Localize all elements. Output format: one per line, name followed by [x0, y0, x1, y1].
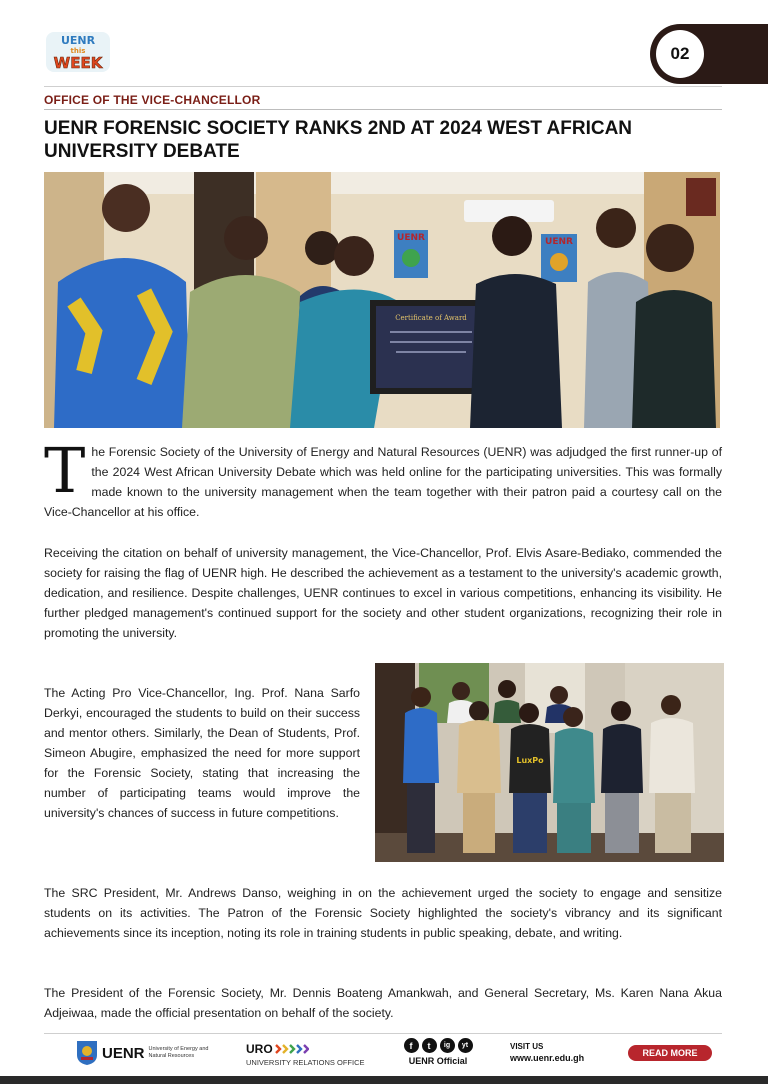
bottom-bar — [0, 1076, 768, 1084]
award-presentation-photo — [44, 172, 720, 428]
section-divider — [44, 109, 722, 110]
logo-line3: WEEK — [53, 54, 103, 72]
paragraph-vc-remarks: Receiving the citation on behalf of university management, the Vice-Chancellor, Prof. Elvis Asare-Bediako, commended the society for raising the flag of UENR high. He described the achievement as a testament to the university's academic growth, dedication, and resilience. Despite challenges, UENR continues to excel in various competitions, enhancing its visibility. He further pledged management's continued support for the society and other student organizations, recognizing their role in promoting the university. — [44, 546, 722, 640]
uenr-this-week-logo — [44, 28, 112, 76]
section-label: OFFICE OF THE VICE-CHANCELLOR — [44, 93, 261, 107]
footer — [44, 1036, 722, 1072]
shirt-text: LuxPo — [516, 756, 544, 765]
youtube-icon[interactable]: yt — [458, 1038, 473, 1053]
uro-brand-name: URO — [246, 1042, 273, 1056]
read-more-button[interactable]: READ MORE — [628, 1045, 712, 1061]
logo-line1: UENR — [60, 34, 96, 47]
header-divider — [44, 86, 722, 87]
paragraph-intro-text: he Forensic Society of the University of Energy and Natural Resources (UENR) was adjudged the first runner-up of the 2024 West African University Debate which was held online for the participating universities. This was formally made known to the university management when the team together with their patron paid a courtesy call on the Vice-Chancellor at his office. — [44, 445, 722, 519]
uro-subtitle: UNIVERSITY RELATIONS OFFICE — [246, 1058, 365, 1067]
paragraph-src-remarks: The SRC President, Mr. Andrews Danso, weighing in on the achievement urged the society to engage and sensitize students on its activities. The Patron of the Forensic Society highlighted the society's vibrancy and its significant achievements since its inception, noting its role in training students in public speaking, debate, and writing. — [44, 886, 722, 940]
page-number: 02 — [656, 30, 704, 78]
social-handle: UENR Official — [408, 1056, 468, 1066]
instagram-icon[interactable]: ig — [440, 1038, 455, 1053]
chevrons-icon — [275, 1044, 309, 1054]
visit-label: VISIT US — [510, 1042, 544, 1051]
footer-visit — [510, 1042, 584, 1063]
footer-uenr-brand — [76, 1040, 209, 1066]
footer-uenr-subtitle: University of Energy and Natural Resources — [148, 1046, 209, 1059]
drop-cap: T — [44, 434, 86, 507]
footer-divider — [44, 1033, 722, 1034]
facebook-icon[interactable]: f — [404, 1038, 419, 1053]
logo-line2: this — [70, 47, 86, 55]
paragraph-pro-vc-remarks: The Acting Pro Vice-Chancellor, Ing. Prof. Nana Sarfo Derkyi, encouraged the students to build on their success and mentor others. Similarly, the Dean of Students, Prof. Simeon Abugire, emphasized the need for more support for the Forensic Society, stating that increasing the number of participating teams would improve the university's chances of success in future competitions. — [44, 686, 360, 820]
website-link[interactable]: www.uenr.edu.gh — [510, 1053, 585, 1063]
banner-left-text: UENR — [397, 233, 425, 243]
paragraph-intro — [44, 434, 722, 522]
footer-social — [396, 1038, 480, 1066]
paragraph-presentation: The President of the Forensic Society, Mr. Dennis Boateng Amankwah, and General Secretary, Ms. Karen Nana Akua Adjeiwaa, made the official presentation on behalf of the society. — [44, 986, 722, 1020]
article-headline: UENR FORENSIC SOCIETY RANKS 2ND AT 2024 WEST AFRICAN UNIVERSITY DEBATE — [44, 118, 633, 162]
uenr-crest-icon — [76, 1040, 98, 1066]
certificate-title: Certificate of Award — [395, 314, 467, 322]
footer-uenr-name: UENR — [102, 1044, 145, 1062]
group-photo — [375, 663, 724, 862]
banner-right-text: UENR — [545, 237, 573, 247]
twitter-icon[interactable]: t — [422, 1038, 437, 1053]
page-number-tab — [650, 24, 768, 84]
footer-uro-brand — [246, 1042, 365, 1067]
